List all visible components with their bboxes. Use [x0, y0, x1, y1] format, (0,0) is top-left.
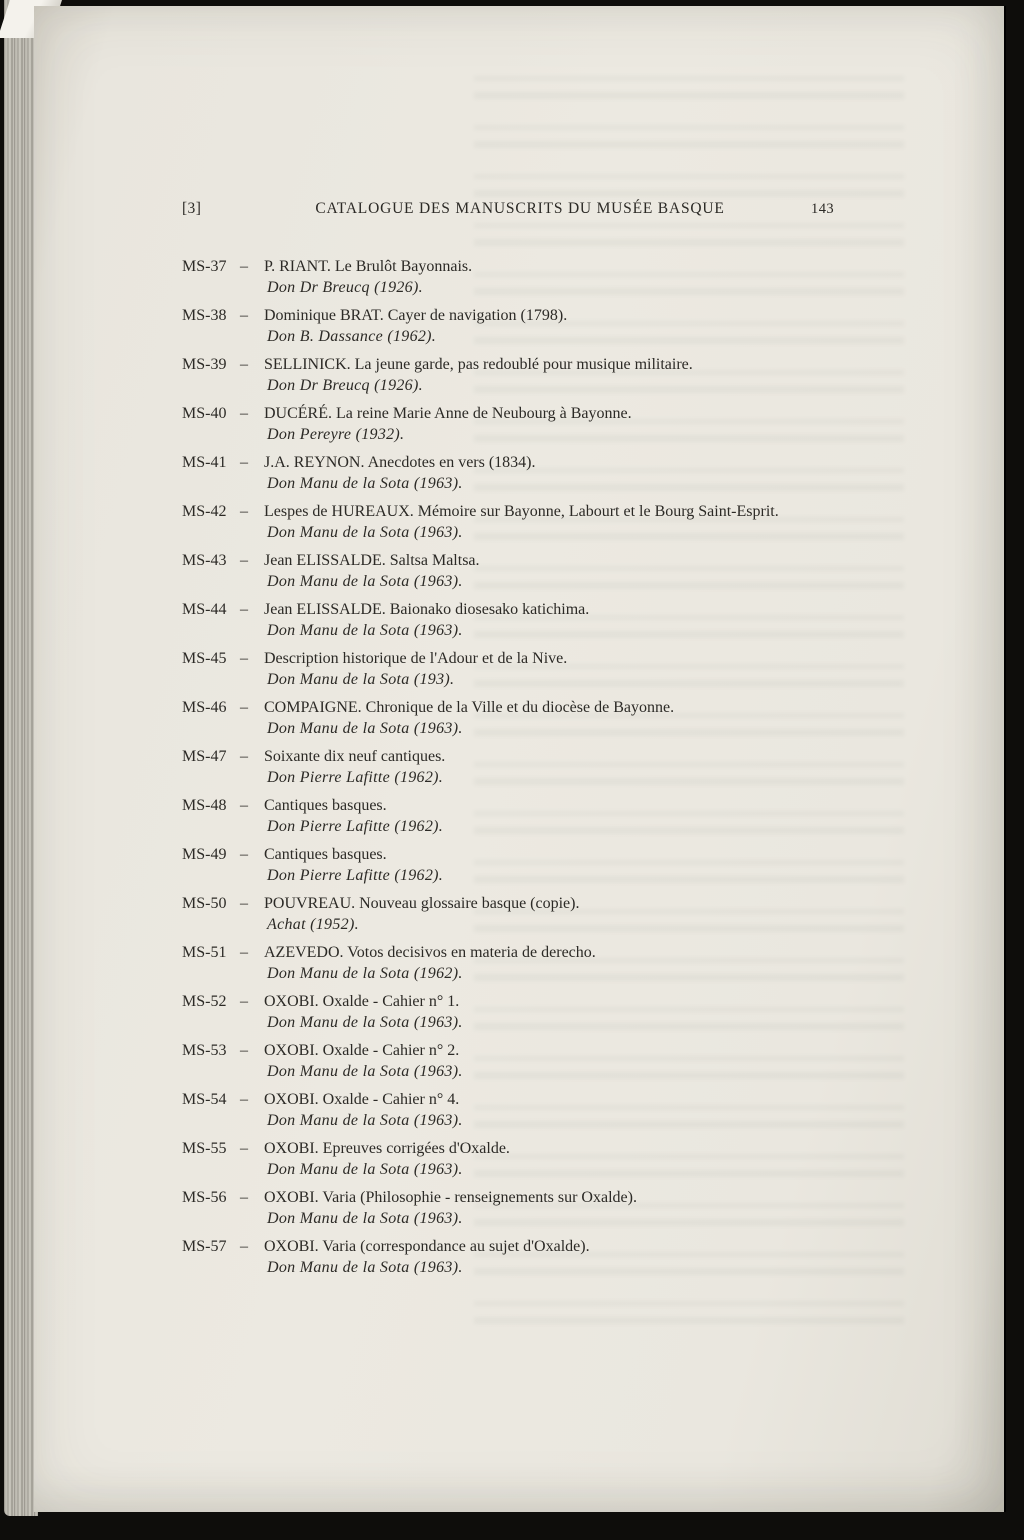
- entry-dash: –: [240, 944, 248, 961]
- entry-dash: –: [240, 993, 248, 1010]
- entry-title: OXOBI. Epreuves corrigées d'Oxalde.: [264, 1140, 510, 1157]
- entry-id: MS-43: [182, 552, 227, 569]
- entry-id: MS-45: [182, 650, 227, 667]
- entry-dash: –: [240, 1189, 248, 1206]
- entry-title: SELLINICK. La jeune garde, pas redoublé pour musique militaire.: [264, 356, 693, 373]
- entry-body: [264, 1138, 804, 1180]
- entry-id: MS-57: [182, 1238, 227, 1255]
- entry-provenance: Don Pierre Lafitte (1962).: [267, 867, 444, 884]
- entry: [182, 697, 806, 739]
- entry-id: MS-46: [182, 699, 227, 716]
- entry-body: [264, 1089, 804, 1131]
- entry-id: MS-55: [182, 1140, 227, 1157]
- entry: [182, 942, 806, 984]
- bracket-number: [3]: [182, 200, 202, 217]
- entry-dash: –: [240, 601, 248, 618]
- entry-dash: –: [240, 650, 248, 667]
- entry-dash: –: [240, 405, 248, 422]
- entry-title: AZEVEDO. Votos decisivos en materia de derecho.: [264, 944, 596, 961]
- entry-body: [264, 746, 804, 788]
- entry-body: [264, 599, 804, 641]
- entry-body: [264, 1187, 804, 1229]
- entry: [182, 893, 806, 935]
- entry-dash: –: [240, 1091, 248, 1108]
- entry-title: OXOBI. Varia (Philosophie - renseignements sur Oxalde).: [264, 1189, 637, 1206]
- entry-dash: –: [240, 307, 248, 324]
- page-header: [182, 200, 834, 218]
- entry-id: MS-38: [182, 307, 227, 324]
- entry-provenance: Don Manu de la Sota (193).: [267, 671, 455, 688]
- entry-id: MS-39: [182, 356, 227, 373]
- entry-id: MS-47: [182, 748, 227, 765]
- entry-provenance: Don B. Dassance (1962).: [267, 328, 437, 345]
- entry: [182, 746, 806, 788]
- entry-title: Dominique BRAT. Cayer de navigation (1798).: [264, 307, 568, 324]
- entry-title: J.A. REYNON. Anecdotes en vers (1834).: [264, 454, 536, 471]
- entry-dash: –: [240, 1042, 248, 1059]
- entry-body: [264, 697, 804, 739]
- entry-title: Cantiques basques.: [264, 846, 387, 863]
- page-title: CATALOGUE DES MANUSCRITS DU MUSÉE BASQUE: [315, 200, 725, 217]
- entry-body: [264, 501, 804, 543]
- entry-provenance: Don Pereyre (1932).: [267, 426, 405, 443]
- entry: [182, 354, 806, 396]
- entry-provenance: Don Manu de la Sota (1963).: [267, 524, 463, 541]
- entry-id: MS-48: [182, 797, 227, 814]
- entry: [182, 648, 806, 690]
- entry-id: MS-41: [182, 454, 227, 471]
- entry-title: DUCÉRÉ. La reine Marie Anne de Neubourg à Bayonne.: [264, 405, 632, 422]
- entry-body: [264, 991, 804, 1033]
- entry: [182, 1236, 806, 1278]
- page-number: 143: [811, 201, 834, 217]
- entry-id: MS-52: [182, 993, 227, 1010]
- entry-provenance: Don Dr Breucq (1926).: [267, 377, 423, 394]
- entry-title: Soixante dix neuf cantiques.: [264, 748, 446, 765]
- entry: [182, 795, 806, 837]
- entry-dash: –: [240, 748, 248, 765]
- entry: [182, 1138, 806, 1180]
- entry-provenance: Don Manu de la Sota (1963).: [267, 475, 463, 492]
- entry-provenance: Don Manu de la Sota (1963).: [267, 1259, 463, 1276]
- entry-dash: –: [240, 258, 248, 275]
- entry-title: Lespes de HUREAUX. Mémoire sur Bayonne, Labourt et le Bourg Saint-Esprit.: [264, 503, 779, 520]
- entry-title: OXOBI. Varia (correspondance au sujet d'Oxalde).: [264, 1238, 590, 1255]
- entry-provenance: Don Manu de la Sota (1963).: [267, 720, 463, 737]
- entry: [182, 550, 806, 592]
- entry: [182, 844, 806, 886]
- entry-dash: –: [240, 797, 248, 814]
- entry-provenance: Don Manu de la Sota (1963).: [267, 1161, 463, 1178]
- entry: [182, 452, 806, 494]
- entry-title: Description historique de l'Adour et de la Nive.: [264, 650, 568, 667]
- entry-title: Cantiques basques.: [264, 797, 387, 814]
- entry-provenance: Don Pierre Lafitte (1962).: [267, 769, 444, 786]
- entry: [182, 256, 806, 298]
- entry-provenance: Don Manu de la Sota (1963).: [267, 1112, 463, 1129]
- entry: [182, 991, 806, 1033]
- book-page-edge: [4, 0, 38, 1516]
- scanned-page: [34, 6, 1004, 1512]
- entry: [182, 1040, 806, 1082]
- entry-id: MS-50: [182, 895, 227, 912]
- entry: [182, 403, 806, 445]
- entry-provenance: Don Manu de la Sota (1963).: [267, 622, 463, 639]
- entry-title: COMPAIGNE. Chronique de la Ville et du diocèse de Bayonne.: [264, 699, 675, 716]
- entry-dash: –: [240, 552, 248, 569]
- entry-body: [264, 256, 804, 298]
- entry-body: [264, 1040, 804, 1082]
- entry: [182, 1187, 806, 1229]
- entry-id: MS-53: [182, 1042, 227, 1059]
- entry-dash: –: [240, 699, 248, 716]
- entry: [182, 501, 806, 543]
- entry-provenance: Don Manu de la Sota (1963).: [267, 573, 463, 590]
- entry-title: OXOBI. Oxalde - Cahier n° 2.: [264, 1042, 460, 1059]
- entry-provenance: Don Pierre Lafitte (1962).: [267, 818, 444, 835]
- entry-body: [264, 1236, 804, 1278]
- entry-id: MS-49: [182, 846, 227, 863]
- entry-body: [264, 893, 804, 935]
- entry-body: [264, 648, 804, 690]
- entry-title: OXOBI. Oxalde - Cahier n° 1.: [264, 993, 460, 1010]
- entry-dash: –: [240, 1238, 248, 1255]
- entry-id: MS-51: [182, 944, 227, 961]
- entry-title: OXOBI. Oxalde - Cahier n° 4.: [264, 1091, 460, 1108]
- entry-list: [182, 256, 806, 1285]
- entry-dash: –: [240, 503, 248, 520]
- entry: [182, 1089, 806, 1131]
- entry-id: MS-56: [182, 1189, 227, 1206]
- entry-id: MS-54: [182, 1091, 227, 1108]
- entry-dash: –: [240, 895, 248, 912]
- entry-id: MS-40: [182, 405, 227, 422]
- entry-dash: –: [240, 454, 248, 471]
- entry-id: MS-42: [182, 503, 227, 520]
- entry-body: [264, 844, 804, 886]
- entry-title: P. RIANT. Le Brulôt Bayonnais.: [264, 258, 473, 275]
- entry-provenance: Don Manu de la Sota (1963).: [267, 1014, 463, 1031]
- entry-body: [264, 403, 804, 445]
- entry: [182, 305, 806, 347]
- entry-title: Jean ELISSALDE. Saltsa Maltsa.: [264, 552, 480, 569]
- entry-id: MS-44: [182, 601, 227, 618]
- entry-body: [264, 354, 804, 396]
- entry: [182, 599, 806, 641]
- entry-dash: –: [240, 356, 248, 373]
- entry-provenance: Don Manu de la Sota (1963).: [267, 1063, 463, 1080]
- entry-title: POUVREAU. Nouveau glossaire basque (copie).: [264, 895, 580, 912]
- entry-title: Jean ELISSALDE. Baionako diosesako katichima.: [264, 601, 590, 618]
- entry-body: [264, 550, 804, 592]
- entry-provenance: Don Manu de la Sota (1963).: [267, 1210, 463, 1227]
- entry-provenance: Don Dr Breucq (1926).: [267, 279, 423, 296]
- entry-id: MS-37: [182, 258, 227, 275]
- entry-dash: –: [240, 1140, 248, 1157]
- entry-provenance: Don Manu de la Sota (1962).: [267, 965, 463, 982]
- entry-body: [264, 452, 804, 494]
- entry-body: [264, 942, 804, 984]
- entry-dash: –: [240, 846, 248, 863]
- entry-body: [264, 795, 804, 837]
- entry-provenance: Achat (1952).: [267, 916, 359, 933]
- entry-body: [264, 305, 804, 347]
